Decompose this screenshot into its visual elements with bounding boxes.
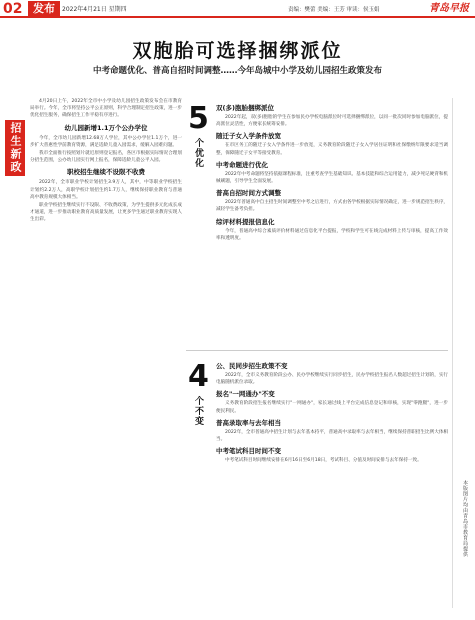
right-rule: [452, 98, 453, 608]
section-divider: [186, 350, 448, 351]
twins-paragraph: 2022年起，双(多)胞胎的学生在参加民办学校电脑派位时可选择捆绑派位，以同一批次同时参加电脑派位，提高派位灵活性，方便家长统筹安排。: [216, 115, 448, 128]
big-number-4: 4: [188, 359, 209, 394]
kindergarten-paragraph-1: 今年，全市幼儿园新增12.68万人学位，其中公办学位1.1万个，进一步扩大普惠性学前教育资源，满足适龄儿童入园需求，缓解入园难问题。: [30, 135, 182, 148]
photo-caption: 本版图片均由青岛市教育局提供: [462, 480, 468, 557]
twins-heading: 双(多)胞胎捆绑派位: [216, 104, 274, 112]
evaluation-paragraph: 今年，普通高中综合素质评价材料通过信息化平台提报，学校和学生可在线完成材料上传与审核，提高工作效率和透明度。: [216, 228, 448, 241]
editor-credits: 责编：樊蕾 美编：王芳 审读：侯玉娟: [288, 7, 380, 13]
issue-date: 2022年4月21日 星期四: [62, 6, 127, 13]
headline: 双胞胎可选择捆绑派位: [132, 40, 343, 62]
page-header: [0, 0, 475, 18]
vocational-paragraph-1: 2022年，全市职业学校计划招生3.9万人，其中，中等职业学校招生计划约2.2万人，高职学校计划招生约1.7万人，继续保持职业教育与普通高中教育规模大体相当。: [30, 180, 182, 200]
recruit-paragraph: 2022年普通高中自主招生时间调整至中考之后进行，方式由各学校根据实际情况确定，进一步规范招生秩序，减轻学生备考负担。: [216, 200, 449, 213]
kindergarten-heading: 幼儿园新增1.1万个公办学位: [64, 123, 148, 132]
section-band: 招生新政: [5, 120, 25, 176]
admission-paragraph: 2022年，全市普通高中招生计划与去年基本持平，普通高中录取率与去年相当，继续保持普职招生比例大体相当。: [216, 429, 449, 443]
exam-paragraph: 2022年中考命题将坚持依据课程标准，注重考查学生基础知识、基本技能和综合运用能力，减少死记硬背和机械刷题，引导学生全面发展。: [216, 171, 449, 185]
evaluation-heading: 综评材料提报信息化: [216, 217, 275, 226]
big-number-5: 5: [188, 101, 209, 136]
migrant-paragraph: 在市区务工的随迁子女入学条件进一步放宽，义务教育阶段随迁子女入学居住证明和社保缴纳年限要求适当调整，保障随迁子女平等接受教育。: [216, 143, 448, 156]
optimizations-column: [216, 100, 448, 242]
optimizations-tag: 个优化: [193, 138, 203, 168]
newspaper-logo: 青岛早报: [429, 3, 469, 14]
migrant-heading: 随迁子女入学条件放宽: [216, 132, 281, 141]
recruit-heading: 普高自招时间方式调整: [216, 189, 281, 198]
schedule-heading: 中考笔试科目时间不变: [216, 447, 281, 456]
sync-paragraph: 2022年，全市义务教育阶段公办、民办学校继续实行同步招生，民办学校招生报名人数超过招生计划的，实行电脑随机派位录取。: [216, 373, 449, 386]
sync-heading: 公、民同步招生政策不变: [216, 362, 288, 370]
exam-heading: 中考命题进行优化: [216, 160, 268, 169]
vocational-heading: 职校招生继续不设限不收费: [67, 168, 145, 177]
schedule-paragraph: 中考笔试科目时间继续安排在6月16日至6月18日，考试科目、分值及时间安排与去年保持一致。: [225, 458, 422, 464]
page-number: 02: [3, 1, 23, 17]
online-heading: 报名"一网通办"不变: [216, 390, 275, 399]
admission-heading: 普高录取率与去年相当: [216, 418, 281, 427]
subheadline: 中考命题优化、普高自招时间调整……今年岛城中小学及幼儿园招生政策发布: [92, 66, 382, 76]
vocational-paragraph-2: 职业学校招生继续实行不设限、不收费政策，为学生提供多元化成长成才通道，进一步推动职业教育高质量发展，让更多学生通过职业教育实现人生出彩。: [30, 203, 182, 223]
unchanged-tag: 个不变: [193, 396, 203, 426]
left-column: [30, 98, 182, 225]
intro-paragraph: 4月20日上午，2022年全市中小学及幼儿园招生政策发布会在市教育局举行。今年，全市将坚持公平公正原则，科学合理制定招生政策，进一步优化招生服务，确保招生工作平稳有序进行。: [30, 99, 182, 119]
section-label: 发布: [28, 1, 60, 17]
online-paragraph: 义务教育阶段招生报名继续实行"一网通办"，家长通过线上平台完成信息登记和审核，实现"零跑腿"，进一步便民利民。: [216, 401, 448, 414]
unchanged-column: [216, 358, 448, 464]
kindergarten-paragraph-2: 我市全面推行按照划片就近原则登记报名，各区市根据实际情况合理划分招生范围，公办幼儿园实行网上报名，保障适龄儿童公平入园。: [30, 151, 182, 164]
